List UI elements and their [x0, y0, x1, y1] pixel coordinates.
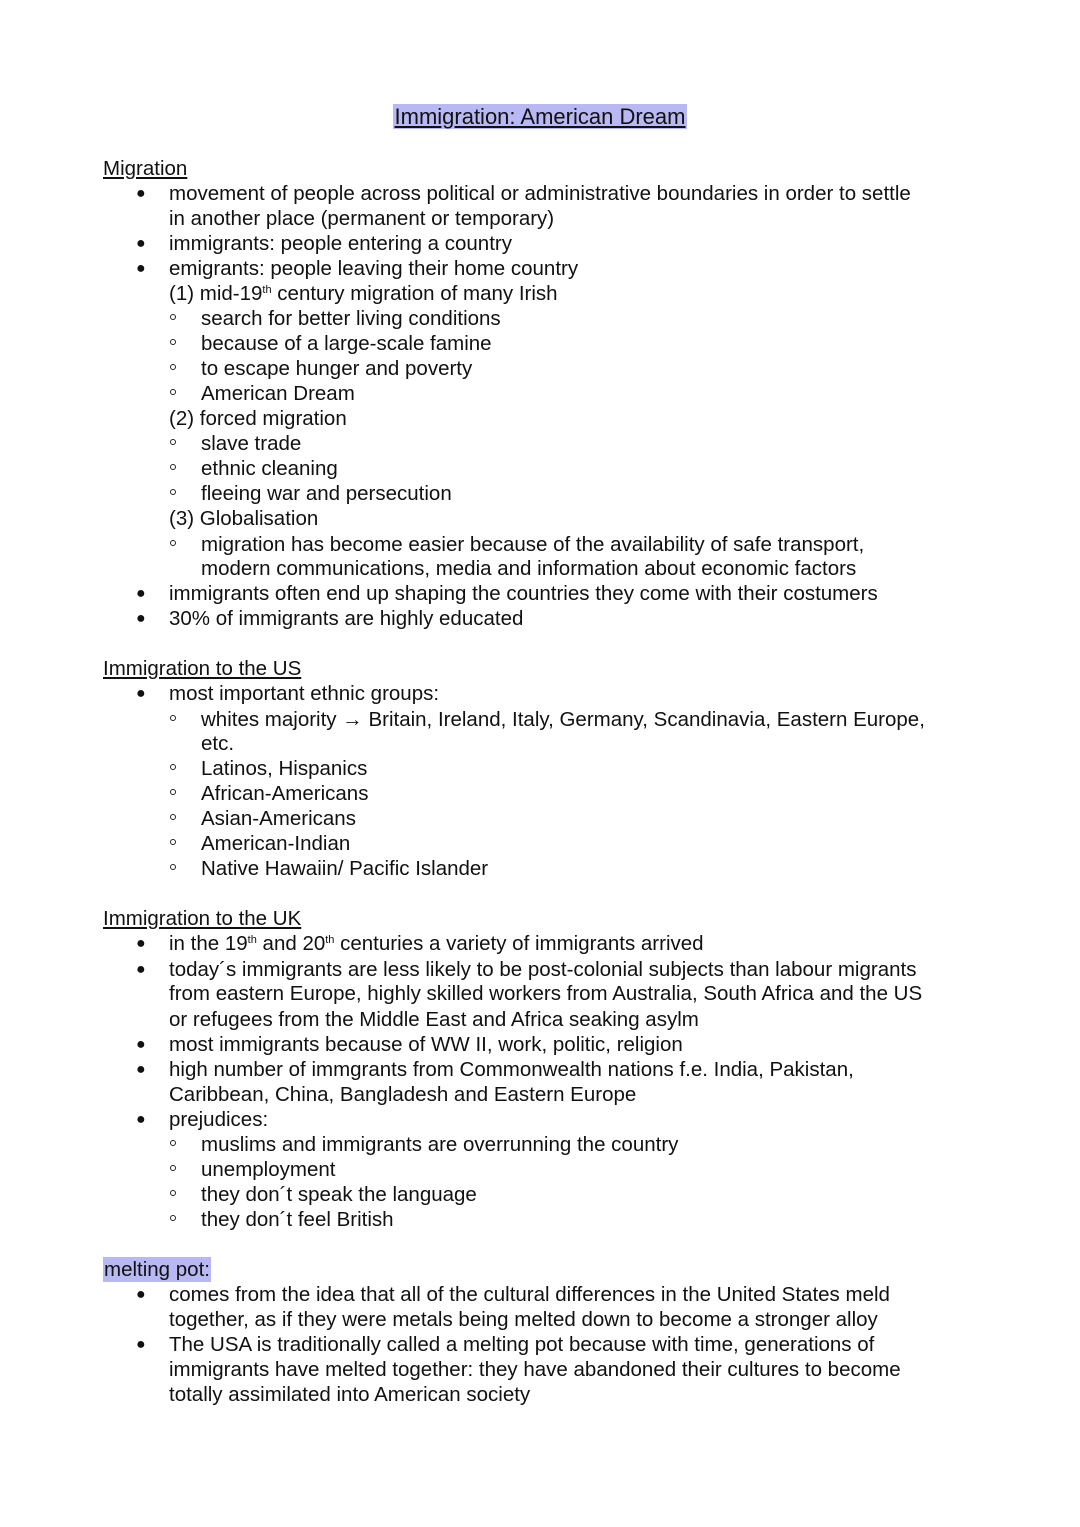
sub-bullet-icon — [170, 814, 176, 820]
list-item: comes from the idea that all of the cultural differences in the United States meld — [169, 1283, 890, 1306]
sub-bullet-icon — [170, 715, 176, 721]
list-item-continued: together, as if they were metals being melted down to become a stronger alloy — [169, 1308, 878, 1331]
list-item: in the 19th and 20th centuries a variety of immigrants arrived — [169, 932, 704, 955]
list-item: The USA is traditionally called a melting pot because with time, generations of — [169, 1333, 875, 1356]
sub-list-item: unemployment — [201, 1158, 336, 1181]
sub-bullet-icon — [170, 314, 176, 320]
sub-list-item: Asian-Americans — [201, 807, 356, 830]
list-item: immigrants: people entering a country — [169, 232, 512, 255]
sub-list-item: muslims and immigrants are overrunning the country — [201, 1133, 679, 1156]
bullet-icon: ● — [136, 1061, 146, 1078]
bullet-icon: ● — [136, 1336, 146, 1353]
sub-bullet-icon — [170, 1190, 176, 1196]
list-item-continued: from eastern Europe, highly skilled workers from Australia, South Africa and the US — [169, 982, 923, 1005]
sub-bullet-icon — [170, 389, 176, 395]
list-item-continued: or refugees from the Middle East and Africa seaking asylm — [169, 1008, 699, 1031]
document-title: Immigration: American Dream — [394, 104, 686, 129]
section-heading-melting-pot: melting pot: — [104, 1258, 210, 1281]
sub-bullet-icon — [170, 1140, 176, 1146]
sub-list-item: they don´t feel British — [201, 1208, 394, 1231]
sub-list-item: Native Hawaiin/ Pacific Islander — [201, 857, 489, 880]
bullet-icon: ● — [136, 585, 146, 602]
list-item: movement of people across political or administrative boundaries in order to settle — [169, 182, 911, 205]
list-item: most immigrants because of WW II, work, politic, religion — [169, 1033, 683, 1056]
bullet-icon: ● — [136, 1036, 146, 1053]
sub-list-item: American Dream — [201, 382, 355, 405]
sub-list-item: African-Americans — [201, 782, 369, 805]
sub-bullet-icon — [170, 489, 176, 495]
list-item-continued: totally assimilated into American society — [169, 1383, 531, 1406]
sub-list-item: fleeing war and persecution — [201, 482, 452, 505]
group-heading-irish-migration: (1) mid-19th century migration of many Irish — [169, 282, 558, 305]
section-heading-migration: Migration — [103, 157, 188, 180]
sub-bullet-icon — [170, 864, 176, 870]
sub-list-item: because of a large-scale famine — [201, 332, 492, 355]
section-heading-uk: Immigration to the UK — [103, 907, 302, 930]
list-item: immigrants often end up shaping the countries they come with their costumers — [169, 582, 878, 605]
sub-list-item: Latinos, Hispanics — [201, 757, 368, 780]
sub-bullet-icon — [170, 1165, 176, 1171]
group-heading-forced-migration: (2) forced migration — [169, 407, 347, 430]
sub-bullet-icon — [170, 339, 176, 345]
list-item: prejudices: — [169, 1108, 269, 1131]
group-heading-globalisation: (3) Globalisation — [169, 507, 319, 530]
sub-bullet-icon — [170, 464, 176, 470]
sub-bullet-icon — [170, 439, 176, 445]
sub-list-item: ethnic cleaning — [201, 457, 338, 480]
sub-bullet-icon — [170, 789, 176, 795]
bullet-icon: ● — [136, 1286, 146, 1303]
bullet-icon: ● — [136, 961, 146, 978]
bullet-icon: ● — [136, 1111, 146, 1128]
sub-list-item: search for better living conditions — [201, 307, 501, 330]
list-item-continued: in another place (permanent or temporary) — [169, 207, 555, 230]
bullet-icon: ● — [136, 185, 146, 202]
list-item-continued: Caribbean, China, Bangladesh and Eastern Europe — [169, 1083, 637, 1106]
sub-bullet-icon — [170, 764, 176, 770]
sub-list-item: migration has become easier because of the availability of safe transport, — [201, 533, 865, 556]
list-item-continued: immigrants have melted together: they have abandoned their cultures to become — [169, 1358, 901, 1381]
bullet-icon: ● — [136, 685, 146, 702]
list-item: emigrants: people leaving their home country — [169, 257, 579, 280]
sub-list-item-continued: modern communications, media and information about economic factors — [201, 557, 857, 580]
list-item: most important ethnic groups: — [169, 682, 440, 705]
list-item: 30% of immigrants are highly educated — [169, 607, 524, 630]
bullet-icon: ● — [136, 235, 146, 252]
bullet-icon: ● — [136, 935, 146, 952]
sub-list-item: they don´t speak the language — [201, 1183, 477, 1206]
sub-bullet-icon — [170, 1215, 176, 1221]
sub-list-item: American-Indian — [201, 832, 351, 855]
sub-list-item: slave trade — [201, 432, 302, 455]
sub-list-item: whites majority → Britain, Ireland, Italy, Germany, Scandinavia, Eastern Europe, — [201, 708, 925, 731]
sub-bullet-icon — [170, 364, 176, 370]
sub-list-item: to escape hunger and poverty — [201, 357, 473, 380]
sub-bullet-icon — [170, 839, 176, 845]
list-item: high number of immgrants from Commonwealth nations f.e. India, Pakistan, — [169, 1058, 854, 1081]
bullet-icon: ● — [136, 610, 146, 627]
section-heading-us: Immigration to the US — [103, 657, 302, 680]
sub-list-item-continued: etc. — [201, 732, 235, 755]
sub-bullet-icon — [170, 540, 176, 546]
bullet-icon: ● — [136, 260, 146, 277]
list-item: today´s immigrants are less likely to be post-colonial subjects than labour migrants — [169, 958, 917, 981]
